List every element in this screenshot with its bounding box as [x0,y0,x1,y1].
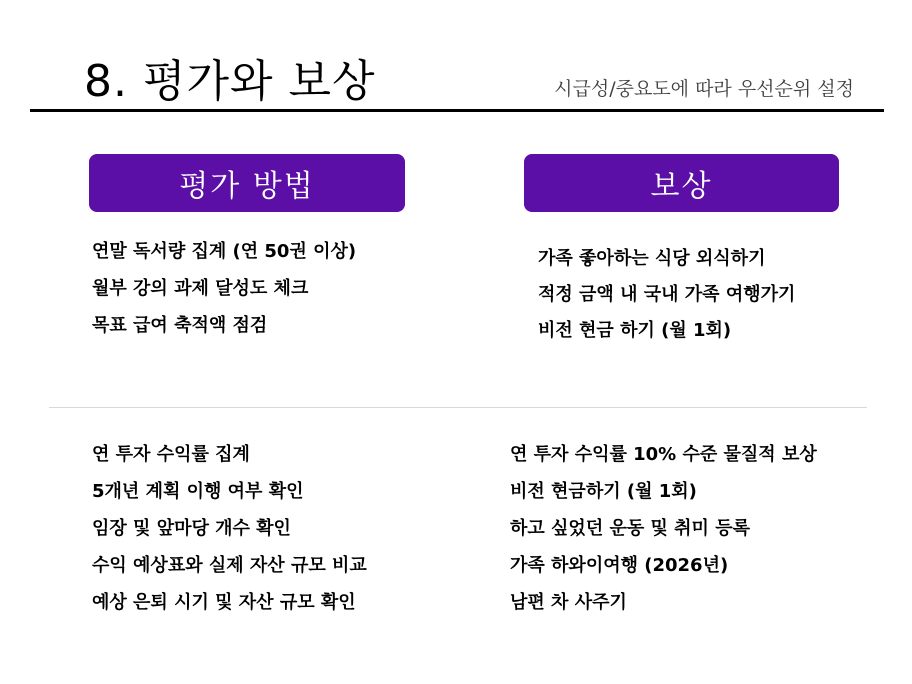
title-underline [30,109,884,112]
list-item: 가족 하와이여행 (2026년) [510,555,729,576]
list-item: 임장 및 앞마당 개수 확인 [92,518,291,539]
slide-title: 8. 평가와 보상 [84,56,376,107]
section-divider [49,407,867,408]
list-item: 비전 현금 하기 (월 1회) [538,320,732,341]
reward-header: 보상 [524,154,839,212]
list-item: 5개년 계획 이행 여부 확인 [92,481,304,502]
list-item: 하고 싶었던 운동 및 취미 등록 [510,518,750,539]
list-item: 월부 강의 과제 달성도 체크 [92,278,309,299]
list-item: 연 투자 수익률 10% 수준 물질적 보상 [510,444,817,465]
list-item: 연말 독서량 집계 (연 50권 이상) [92,241,357,262]
list-item: 비전 현금하기 (월 1회) [510,481,697,502]
evaluation-method-header: 평가 방법 [89,154,405,212]
evaluation-method-list [92,238,356,349]
list-item: 연 투자 수익률 집계 [92,444,250,465]
list-item: 예상 은퇴 시기 및 자산 규모 확인 [92,592,356,613]
list-item: 남편 차 사주기 [510,592,627,613]
list-item: 적정 금액 내 국내 가족 여행가기 [538,284,796,305]
reward-list [538,245,795,353]
investment-evaluation-list [92,441,367,626]
slide-subtitle: 시급성/중요도에 따라 우선순위 설정 [554,78,854,100]
list-item: 목표 급여 축적액 점검 [92,315,268,336]
list-item: 가족 좋아하는 식당 외식하기 [538,248,766,269]
investment-reward-list [510,441,817,626]
list-item: 수익 예상표와 실제 자산 규모 비교 [92,555,367,576]
